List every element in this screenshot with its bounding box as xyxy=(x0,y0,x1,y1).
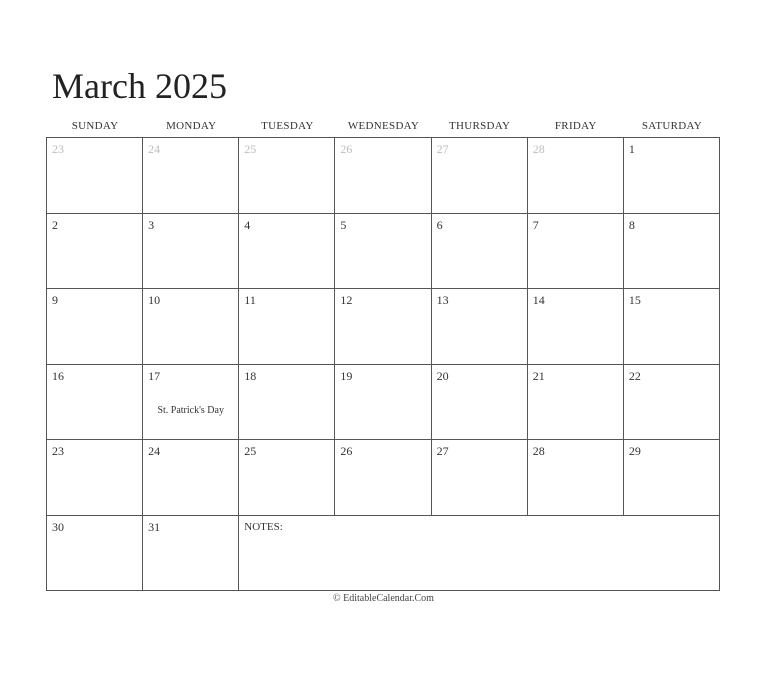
weekday-saturday: SATURDAY xyxy=(641,120,702,132)
notes-label: NOTES: xyxy=(244,520,283,533)
page-title: March 2025 xyxy=(52,66,227,106)
day-number: 16 xyxy=(52,368,64,383)
day-number: 5 xyxy=(340,217,347,232)
day-number: 29 xyxy=(628,444,641,458)
weekday-friday: FRIDAY xyxy=(554,120,597,132)
day-number: 25 xyxy=(244,444,257,458)
day-cell[interactable] xyxy=(432,365,528,441)
day-number: 26 xyxy=(340,444,353,458)
day-cell-outside-month[interactable] xyxy=(143,138,239,214)
day-cell[interactable] xyxy=(624,214,720,290)
day-number: 14 xyxy=(532,293,545,307)
weekday-tuesday: TUESDAY xyxy=(261,120,314,132)
day-cell[interactable] xyxy=(432,289,528,365)
day-number: 15 xyxy=(628,293,641,307)
day-cell-outside-month[interactable] xyxy=(47,138,143,214)
day-cell[interactable] xyxy=(47,214,143,290)
day-cell[interactable] xyxy=(335,214,431,290)
day-number: 30 xyxy=(52,519,64,534)
day-number: 20 xyxy=(436,368,449,383)
day-number: 21 xyxy=(532,368,545,383)
day-number: 22 xyxy=(628,368,641,383)
day-cell[interactable] xyxy=(624,289,720,365)
day-number: 12 xyxy=(340,293,353,307)
day-number: 24 xyxy=(148,444,161,458)
day-cell[interactable] xyxy=(143,516,239,592)
day-cell[interactable] xyxy=(239,365,335,441)
day-number: 6 xyxy=(436,217,443,232)
day-number: 11 xyxy=(244,293,256,307)
day-number: 10 xyxy=(148,293,161,307)
day-cell[interactable] xyxy=(335,365,431,441)
day-number: 17 xyxy=(148,368,161,383)
day-number: 26 xyxy=(340,142,353,156)
day-cell[interactable] xyxy=(239,214,335,290)
weekday-wednesday: WEDNESDAY xyxy=(347,120,420,132)
day-cell[interactable] xyxy=(528,440,624,516)
day-cell[interactable] xyxy=(143,214,239,290)
day-cell[interactable] xyxy=(239,440,335,516)
day-cell-outside-month[interactable] xyxy=(239,138,335,214)
day-number: 27 xyxy=(436,142,449,156)
calendar-grid xyxy=(46,137,720,591)
day-number: 9 xyxy=(52,293,58,307)
day-number: 27 xyxy=(436,444,449,458)
day-number: 2 xyxy=(52,217,58,232)
notes-area[interactable] xyxy=(239,516,720,592)
day-cell[interactable] xyxy=(143,440,239,516)
day-cell[interactable] xyxy=(432,440,528,516)
day-cell[interactable] xyxy=(335,289,431,365)
day-cell[interactable] xyxy=(143,289,239,365)
day-cell[interactable] xyxy=(432,214,528,290)
day-number: 13 xyxy=(436,293,449,307)
day-number: 3 xyxy=(148,217,155,232)
day-cell-outside-month[interactable] xyxy=(432,138,528,214)
weekday-header xyxy=(47,118,720,136)
day-cell-outside-month[interactable] xyxy=(528,138,624,214)
day-cell[interactable] xyxy=(47,516,143,592)
weekday-sunday: SUNDAY xyxy=(71,120,119,132)
day-cell[interactable] xyxy=(624,365,720,441)
day-number: 18 xyxy=(244,368,257,383)
day-cell[interactable] xyxy=(528,214,624,290)
day-number: 19 xyxy=(340,368,353,383)
day-cell[interactable] xyxy=(624,440,720,516)
holiday-label: St. Patrick's Day xyxy=(157,404,224,416)
day-number: 31 xyxy=(148,519,161,534)
day-number: 28 xyxy=(532,444,545,458)
day-number: 7 xyxy=(532,217,539,232)
day-cell[interactable] xyxy=(528,289,624,365)
day-cell-outside-month[interactable] xyxy=(335,138,431,214)
day-cell[interactable] xyxy=(47,365,143,441)
day-cell[interactable] xyxy=(47,289,143,365)
day-cell[interactable] xyxy=(624,138,720,214)
weekday-thursday: THURSDAY xyxy=(448,120,511,132)
footer-credit: © EditableCalendar.Com xyxy=(333,593,434,604)
day-cell[interactable] xyxy=(143,365,239,441)
day-number: 23 xyxy=(52,444,64,458)
day-number: 24 xyxy=(148,142,161,156)
day-number: 28 xyxy=(532,142,545,156)
day-cell[interactable] xyxy=(528,365,624,441)
day-number: 8 xyxy=(628,217,635,232)
weekday-monday: MONDAY xyxy=(166,120,217,132)
day-cell[interactable] xyxy=(335,440,431,516)
day-number: 25 xyxy=(244,142,257,156)
day-number: 4 xyxy=(244,217,251,232)
day-number: 23 xyxy=(52,142,64,156)
day-cell[interactable] xyxy=(239,289,335,365)
day-cell[interactable] xyxy=(47,440,143,516)
day-number: 1 xyxy=(628,142,635,156)
